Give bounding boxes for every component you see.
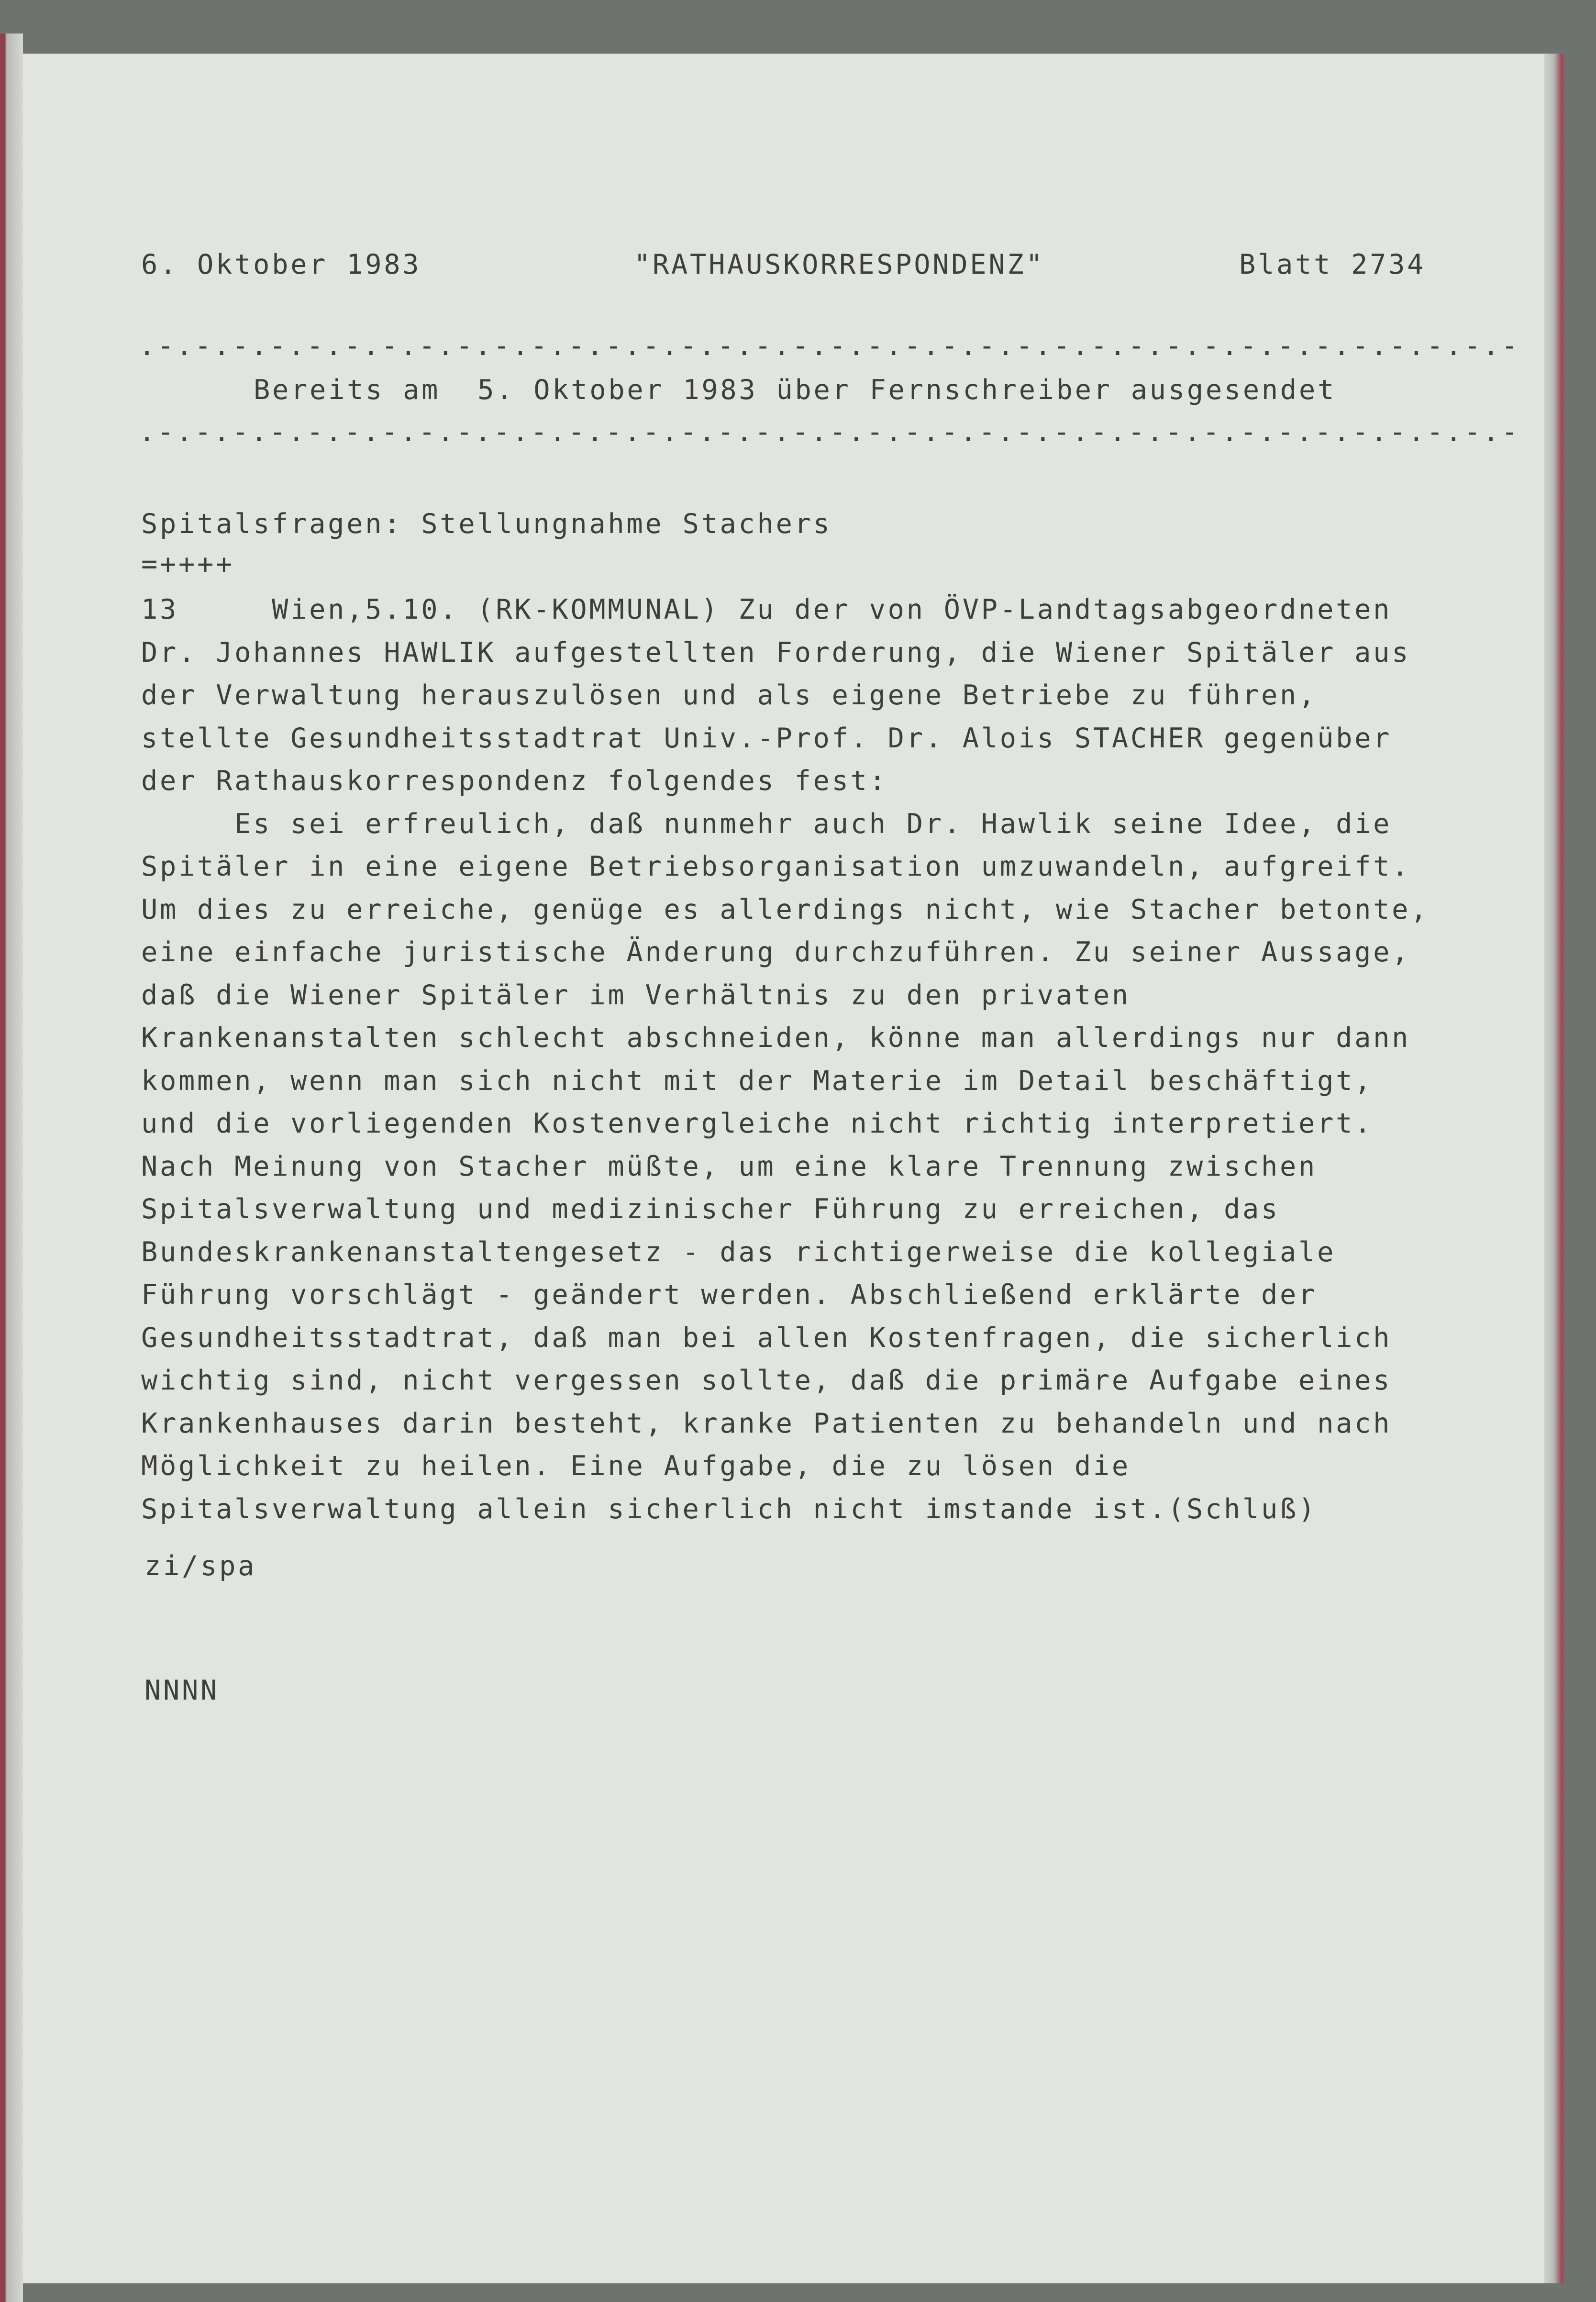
author-initials: zi/spa: [144, 1550, 257, 1582]
header-sheet-number: Blatt 2734: [1239, 249, 1426, 280]
body-line: Gesundheitsstadtrat, daß man bei allen Kostenfragen, die sicherlich: [141, 1322, 1392, 1354]
body-line: daß die Wiener Spitäler im Verhältnis zu den privaten: [141, 979, 1130, 1011]
separator-bottom: .-.-.-.-.-.-.-.-.-.-.-.-.-.-.-.-.-.-.-.-.-.-.-.-.-.-.-.-.-.-.-.-.-.-.-.-.-: [139, 416, 1520, 448]
body-line: Um dies zu erreiche, genüge es allerdings nicht, wie Stacher betonte,: [141, 893, 1430, 925]
body-line: Spitäler in eine eigene Betriebsorganisation umzuwandeln, aufgreift.: [141, 851, 1411, 882]
body-line: Krankenhauses darin besteht, kranke Patienten zu behandeln und nach: [141, 1407, 1392, 1439]
header-publication: "RATHAUSKORRESPONDENZ": [634, 249, 1045, 280]
body-line: Spitalsverwaltung allein sicherlich nicht imstande ist.(Schluß): [141, 1493, 1318, 1525]
body-line: Bundeskrankenanstaltengesetz - das richtigerweise die kollegiale: [141, 1236, 1336, 1268]
body-line: der Verwaltung herauszulösen und als eigene Betriebe zu führen,: [141, 679, 1318, 711]
sent-note: Bereits am 5. Oktober 1983 über Fernschreiber ausgesendet: [254, 374, 1336, 406]
body-line: wichtig sind, nicht vergessen sollte, daß die primäre Aufgabe eines: [141, 1365, 1392, 1396]
body-line: Spitalsverwaltung und medizinischer Führung zu erreichen, das: [141, 1193, 1280, 1225]
body-line: Dr. Johannes HAWLIK aufgestellten Forderung, die Wiener Spitäler aus: [141, 636, 1411, 668]
body-line: kommen, wenn man sich nicht mit der Materie im Detail beschäftigt,: [141, 1065, 1374, 1097]
header-date: 6. Oktober 1983: [141, 249, 421, 280]
body-line: Es sei erfreulich, daß nunmehr auch Dr. Hawlik seine Idee, die: [141, 808, 1392, 840]
body-line: der Rathauskorrespondenz folgendes fest:: [141, 765, 888, 797]
body-line: und die vorliegenden Kostenvergleiche nicht richtig interpretiert.: [141, 1108, 1374, 1139]
body-line: Krankenanstalten schlecht abschneiden, könne man allerdings nur dann: [141, 1022, 1411, 1054]
body-text: [141, 589, 1429, 1531]
subject-line: Spitalsfragen: Stellungnahme Stachers: [141, 508, 832, 540]
separator-top: .-.-.-.-.-.-.-.-.-.-.-.-.-.-.-.-.-.-.-.-.-.-.-.-.-.-.-.-.-.-.-.-.-.-.-.-.-: [139, 330, 1520, 362]
page-binding-edge: [1544, 54, 1565, 2283]
body-line: stellte Gesundheitsstadtrat Univ.-Prof. Dr. Alois STACHER gegenüber: [141, 722, 1392, 754]
page-left-edge: [0, 33, 23, 2302]
body-line: Möglichkeit zu heilen. Eine Aufgabe, die zu lösen die: [141, 1450, 1130, 1482]
body-line: 13 Wien,5.10. (RK-KOMMUNAL) Zu der von ÖVP-Landtagsabgeordneten: [141, 594, 1392, 625]
body-line: eine einfache juristische Änderung durchzuführen. Zu seiner Aussage,: [141, 936, 1411, 968]
body-line: Führung vorschlägt - geändert werden. Abschließend erklärte der: [141, 1279, 1318, 1311]
body-line: Nach Meinung von Stacher müßte, um eine klare Trennung zwischen: [141, 1150, 1318, 1182]
subject-marker: =++++: [141, 548, 235, 580]
end-mark: NNNN: [144, 1675, 220, 1706]
